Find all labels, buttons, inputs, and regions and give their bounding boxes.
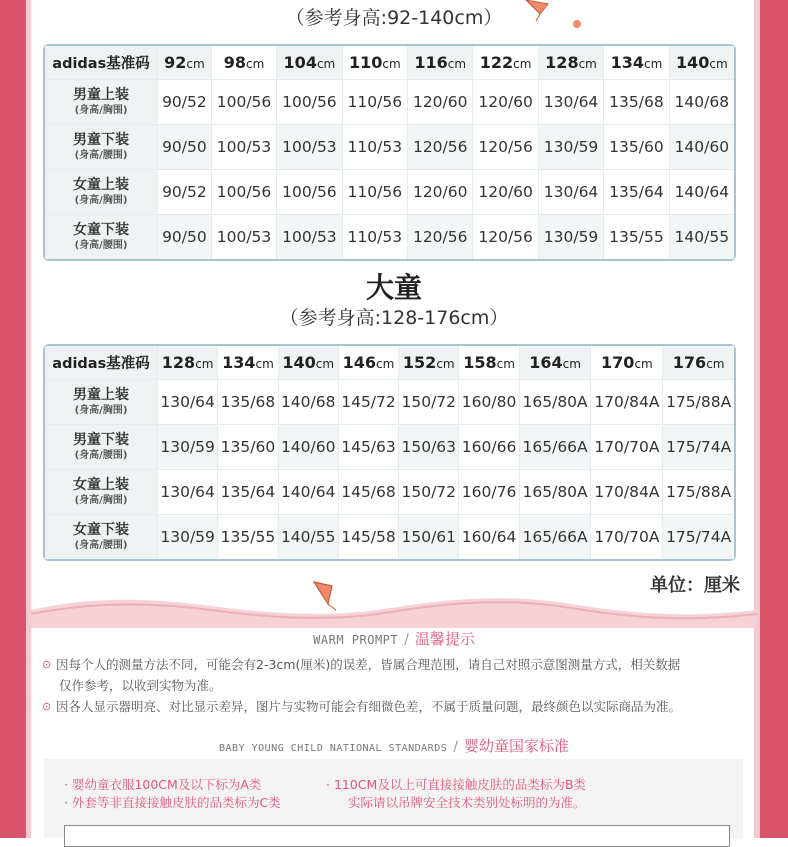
left-border-stripe — [26, 0, 31, 838]
size-value-cell: 90/50 — [158, 125, 212, 170]
warm-prompt-heading: WARM PROMPT / 温馨提示 — [313, 630, 475, 648]
size-value-cell: 140/68 — [279, 380, 339, 425]
kite-icon — [522, 0, 552, 22]
size-value-cell: 135/64 — [604, 170, 669, 215]
size-value-cell: 90/52 — [158, 80, 212, 125]
standards-inner-frame — [64, 825, 730, 847]
size-value-cell: 140/64 — [670, 170, 734, 215]
table-row — [45, 125, 734, 170]
tip-item-1: ⊙ 因每个人的测量方法不同，可能会有2-3cm(厘米)的误差，皆属合理范围，请自己对照示意图测量方式，相关数据 — [42, 654, 742, 675]
size-value-cell: 135/68 — [604, 80, 669, 125]
size-header-row — [45, 346, 734, 380]
size-value-cell: 90/52 — [158, 170, 212, 215]
row-label-cell: 女童上装 (身高/胸围) — [45, 470, 158, 515]
size-value-cell: 120/56 — [473, 125, 538, 170]
standard-note: 实际请以吊牌安全技术类别处标明的为准。 — [348, 795, 586, 810]
size-value-cell: 140/68 — [670, 80, 734, 125]
size-value-cell: 140/60 — [670, 125, 734, 170]
size-header-cell: 92cm — [158, 46, 212, 80]
header-label-cell: adidas基准码 — [45, 46, 158, 80]
big-kids-title: 大童 — [365, 271, 422, 304]
size-value-cell: 100/56 — [277, 170, 342, 215]
size-value-cell: 145/58 — [339, 515, 399, 559]
size-header-cell: 170cm — [591, 346, 663, 380]
size-header-row — [45, 46, 734, 80]
standards-heading: BABY YOUNG CHILD NATIONAL STANDARDS / 婴幼童国家标准 — [219, 737, 569, 755]
circle-dot-icon: ⊙ — [42, 658, 52, 671]
size-header-cell: 176cm — [663, 346, 734, 380]
standard-a: · 婴幼童衣服100CM及以下标为A类 — [64, 777, 262, 792]
size-value-cell: 145/68 — [339, 470, 399, 515]
size-value-cell: 110/56 — [343, 170, 408, 215]
size-value-cell: 150/72 — [399, 380, 459, 425]
size-value-cell: 100/53 — [212, 125, 277, 170]
size-value-cell: 165/80A — [520, 470, 592, 515]
header-label-cell: adidas基准码 — [45, 346, 158, 380]
standards-en: BABY YOUNG CHILD NATIONAL STANDARDS — [219, 743, 448, 754]
size-value-cell: 145/63 — [339, 425, 399, 470]
size-value-cell: 145/72 — [339, 380, 399, 425]
size-value-cell: 120/56 — [408, 215, 473, 259]
row-label-cell: 男童下装 (身高/腰围) — [45, 125, 158, 170]
size-value-cell: 110/56 — [343, 80, 408, 125]
right-border-band — [760, 0, 788, 838]
size-value-cell: 150/63 — [399, 425, 459, 470]
size-value-cell: 120/56 — [473, 215, 538, 259]
table-row — [45, 470, 734, 515]
table-row — [45, 80, 734, 125]
row-label-cell: 女童下装 (身高/腰围) — [45, 515, 158, 559]
unit-note: 单位：厘米 — [650, 575, 740, 596]
top-height-subtitle: （参考身高:92-140cm） — [285, 7, 503, 29]
size-value-cell: 100/56 — [212, 170, 277, 215]
bottom-height-subtitle: （参考身高:128-176cm） — [279, 307, 509, 329]
size-header-cell: 104cm — [277, 46, 342, 80]
warm-prompt-en: WARM PROMPT — [313, 633, 399, 647]
size-value-cell: 110/53 — [343, 215, 408, 259]
size-value-cell: 160/80 — [459, 380, 519, 425]
size-value-cell: 135/55 — [604, 215, 669, 259]
size-value-cell: 130/64 — [158, 380, 218, 425]
warm-prompt-zh: 温馨提示 — [414, 630, 475, 648]
size-value-cell: 150/61 — [399, 515, 459, 559]
size-value-cell: 120/60 — [473, 170, 538, 215]
row-label-cell: 女童上装 (身高/胸围) — [45, 170, 158, 215]
table-row — [45, 380, 734, 425]
size-value-cell: 170/70A — [591, 425, 663, 470]
size-value-cell: 175/88A — [663, 380, 734, 425]
row-label-cell: 女童下装 (身高/腰围) — [45, 215, 158, 259]
size-header-cell: 116cm — [408, 46, 473, 80]
size-value-cell: 165/66A — [520, 515, 592, 559]
standard-c: · 外套等非直接接触皮肤的品类标为C类 — [64, 795, 281, 810]
size-header-cell: 158cm — [459, 346, 519, 380]
size-value-cell: 130/64 — [539, 80, 604, 125]
table-row — [45, 425, 734, 470]
kids-size-table-small — [43, 44, 736, 261]
size-value-cell: 135/60 — [604, 125, 669, 170]
dot-icon — [571, 18, 583, 30]
size-value-cell: 135/68 — [218, 380, 278, 425]
size-value-cell: 100/53 — [212, 215, 277, 259]
table-row — [45, 515, 734, 559]
row-label-cell: 男童下装 (身高/腰围) — [45, 425, 158, 470]
size-value-cell: 150/72 — [399, 470, 459, 515]
size-value-cell: 100/53 — [277, 125, 342, 170]
tip-item-2: ⊙ 因各人显示器明亮、对比显示差异，图片与实物可能会有细微色差，不属于质量问题，最终颜色以实际商品为准。 — [42, 696, 742, 717]
size-value-cell: 170/70A — [591, 515, 663, 559]
size-value-cell: 135/55 — [218, 515, 278, 559]
size-value-cell: 170/84A — [591, 470, 663, 515]
size-header-cell: 140cm — [279, 346, 339, 380]
size-value-cell: 110/53 — [343, 125, 408, 170]
size-value-cell: 120/56 — [408, 125, 473, 170]
size-header-cell: 134cm — [604, 46, 669, 80]
size-value-cell: 140/64 — [279, 470, 339, 515]
size-value-cell: 120/60 — [408, 80, 473, 125]
standard-b: · 110CM及以上可直接接触皮肤的品类标为B类 — [326, 777, 586, 792]
size-value-cell: 130/59 — [158, 425, 218, 470]
size-value-cell: 175/74A — [663, 425, 734, 470]
size-value-cell: 135/64 — [218, 470, 278, 515]
table-row — [45, 215, 734, 259]
size-value-cell: 135/60 — [218, 425, 278, 470]
size-header-cell: 152cm — [399, 346, 459, 380]
size-value-cell: 100/53 — [277, 215, 342, 259]
size-value-cell: 175/88A — [663, 470, 734, 515]
size-value-cell: 170/84A — [591, 380, 663, 425]
size-header-cell: 164cm — [520, 346, 592, 380]
tip-item-1-cont: 仅作参考，以收到实物为准。 — [59, 678, 222, 693]
size-value-cell: 160/64 — [459, 515, 519, 559]
standards-zh: 婴幼童国家标准 — [463, 737, 569, 755]
size-value-cell: 160/66 — [459, 425, 519, 470]
warm-prompt-list — [42, 654, 742, 717]
size-header-cell: 122cm — [473, 46, 538, 80]
size-header-cell: 110cm — [343, 46, 408, 80]
size-value-cell: 130/59 — [539, 215, 604, 259]
size-header-cell: 140cm — [670, 46, 734, 80]
size-value-cell: 130/64 — [539, 170, 604, 215]
size-value-cell: 140/55 — [279, 515, 339, 559]
size-value-cell: 140/60 — [279, 425, 339, 470]
size-header-cell: 134cm — [218, 346, 278, 380]
size-header-cell: 98cm — [212, 46, 277, 80]
size-value-cell: 130/59 — [539, 125, 604, 170]
size-value-cell: 90/50 — [158, 215, 212, 259]
circle-dot-icon: ⊙ — [42, 700, 52, 713]
kids-size-table-large — [43, 344, 736, 561]
size-value-cell: 120/60 — [408, 170, 473, 215]
row-label-cell: 男童上装 (身高/胸围) — [45, 380, 158, 425]
size-value-cell: 175/74A — [663, 515, 734, 559]
kite-icon-bottom — [310, 578, 342, 612]
size-value-cell: 100/56 — [212, 80, 277, 125]
size-value-cell: 165/80A — [520, 380, 592, 425]
size-header-cell: 128cm — [158, 346, 218, 380]
size-value-cell: 140/55 — [670, 215, 734, 259]
size-value-cell: 165/66A — [520, 425, 592, 470]
row-label-cell: 男童上装 (身高/胸围) — [45, 80, 158, 125]
table-row — [45, 170, 734, 215]
size-value-cell: 100/56 — [277, 80, 342, 125]
decorative-wave — [31, 588, 757, 628]
size-value-cell: 130/64 — [158, 470, 218, 515]
right-border-stripe — [754, 0, 760, 838]
size-value-cell: 130/59 — [158, 515, 218, 559]
size-header-cell: 146cm — [339, 346, 399, 380]
size-value-cell: 120/60 — [473, 80, 538, 125]
size-value-cell: 160/76 — [459, 470, 519, 515]
size-header-cell: 128cm — [539, 46, 604, 80]
